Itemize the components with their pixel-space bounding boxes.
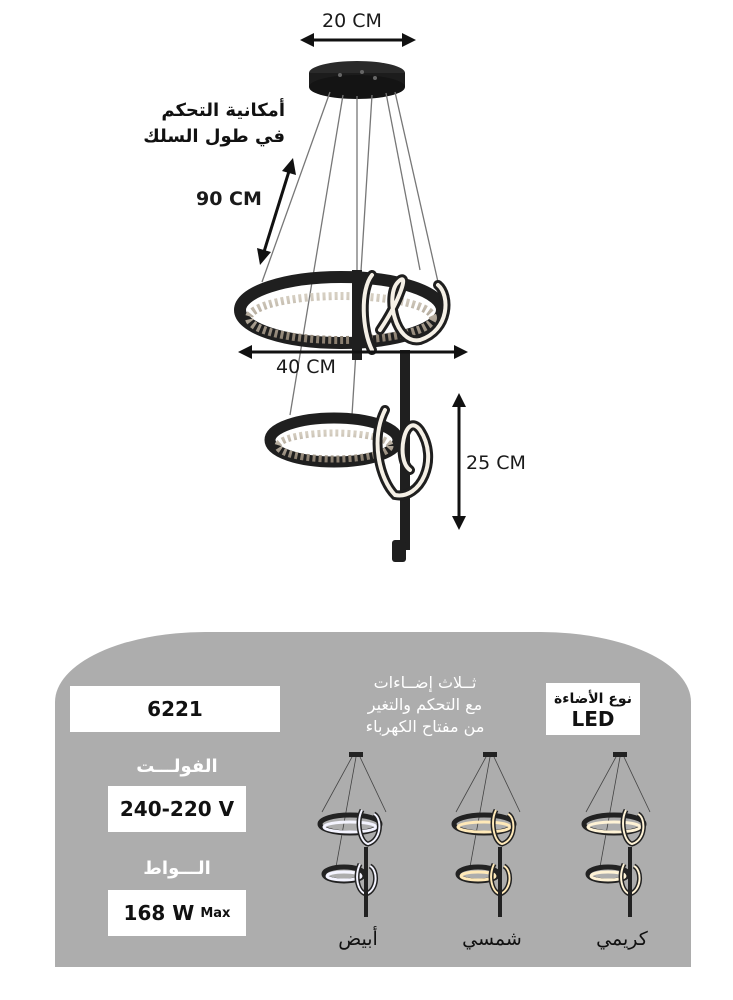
voltage-value: 240-220 V (119, 797, 235, 821)
ring-diameter-label: 40 CM (276, 356, 336, 378)
tone-label-white: أبيض (338, 928, 378, 950)
lighting-type-value: LED (571, 707, 615, 731)
preview-cream (584, 752, 650, 917)
wattage-suffix: Max (200, 905, 231, 921)
model-box (70, 686, 280, 732)
light-tone-previews (300, 752, 680, 922)
preview-warm (454, 752, 520, 917)
three-lights-note (320, 672, 530, 738)
tone-label-cream: كريمي (596, 928, 648, 950)
ceiling-canopy (309, 61, 405, 99)
wattage-value: 168 W (123, 901, 195, 925)
cable-length-label: 90 CM (196, 188, 262, 210)
top-width-label: 20 CM (322, 10, 382, 32)
wattage-box (108, 890, 246, 936)
voltage-label: الفولـــت (136, 756, 218, 777)
preview-white (320, 752, 386, 917)
cable-note-line1: أمكانية التحكم (161, 100, 285, 121)
upper-ring (240, 270, 442, 360)
voltage-box (108, 786, 246, 832)
lighting-type-label: نوع الأضاءة (554, 691, 632, 707)
lower-height-label: 25 CM (466, 452, 526, 474)
three-lights-line1: ثــلاث إضــاءات (373, 673, 477, 692)
three-lights-line2: مع التحكم والتغير (367, 695, 483, 714)
cable-note-line2: في طول السلك (143, 126, 285, 147)
cable-adjust-note (85, 98, 285, 150)
model-number: 6221 (147, 697, 203, 721)
tone-label-warm: شمسي (462, 928, 522, 950)
lighting-type-box (546, 683, 640, 735)
three-lights-line3: من مفتاح الكهرباء (365, 717, 485, 736)
wattage-label: الـــواط (143, 858, 211, 879)
